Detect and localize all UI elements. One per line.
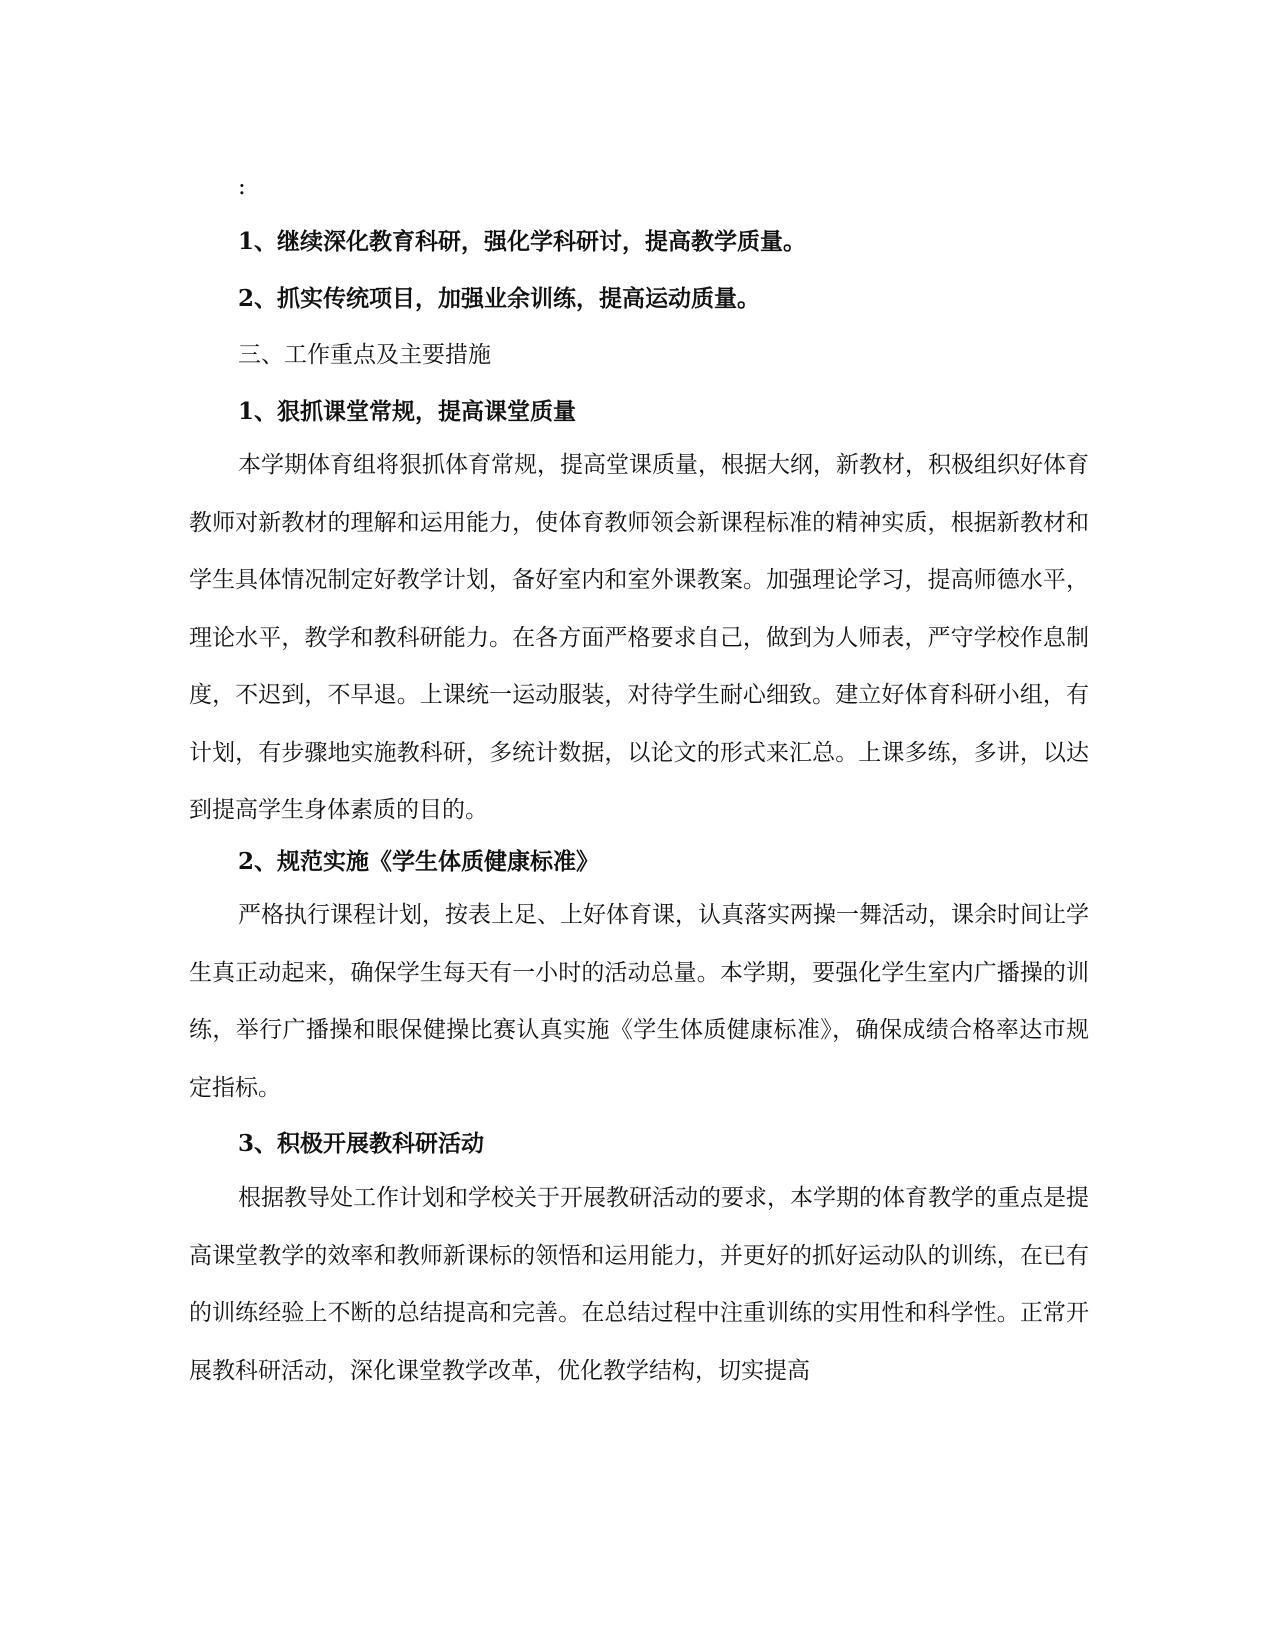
item-2-body: 严格执行课程计划，按表上足、上好体育课，认真落实两操一舞活动，课余时间让学生真正动起来，确保学生每天有一小时的活动总量。本学期，要强化学生室内广播操的训练，举行广播操和眼保健操比赛认真实施《学生体质健康标准》，确保成绩合格率达市规定指标。 <box>189 902 1089 1101</box>
item-1-heading: 1、狠抓课堂常规，提高课堂质量 <box>238 398 577 425</box>
item-2-heading: 2、规范实施《学生体质健康标准》 <box>238 848 600 875</box>
item-1-body: 本学期体育组将狠抓体育常规，提高堂课质量，根据大纲，新教材，积极组织好体育教师对新教材的理解和运用能力，使体育教师领会新课程标准的精神实质，根据新教材和学生具体情况制定好教学计划，备好室内和室外课教案。加强理论学习，提高师德水平，理论水平，教学和教科研能力。在各方面严格要求自己，做到为人师表，严守学校作息制度，不迟到，不早退。上课统一运动服装，对待学生耐心细致。建立好体育科研小组，有计划，有步骤地实施教科研，多统计数据，以论文的形式来汇总。上课多练，多讲，以达到提高学生身体素质的目的。 <box>189 452 1089 823</box>
section-3-heading: 三、工作重点及主要措施 <box>238 342 491 368</box>
colon-mark: : <box>238 174 246 200</box>
goal-2: 2、抓实传统项目，加强业余训练，提高运动质量。 <box>238 285 761 312</box>
goal-1: 1、继续深化教育科研，强化学科研讨，提高教学质量。 <box>238 228 807 255</box>
item-3-heading: 3、积极开展教科研活动 <box>238 1130 485 1157</box>
item-3-body: 根据教导处工作计划和学校关于开展教研活动的要求，本学期的体育教学的重点是提高课堂教学的效率和教师新课标的领悟和运用能力，并更好的抓好运动队的训练，在已有的训练经验上不断的总结提高和完善。在总结过程中注重训练的实用性和科学性。正常开展教科研活动，深化课堂教学改革，优化教学结构，切实提高 <box>189 1185 1089 1384</box>
